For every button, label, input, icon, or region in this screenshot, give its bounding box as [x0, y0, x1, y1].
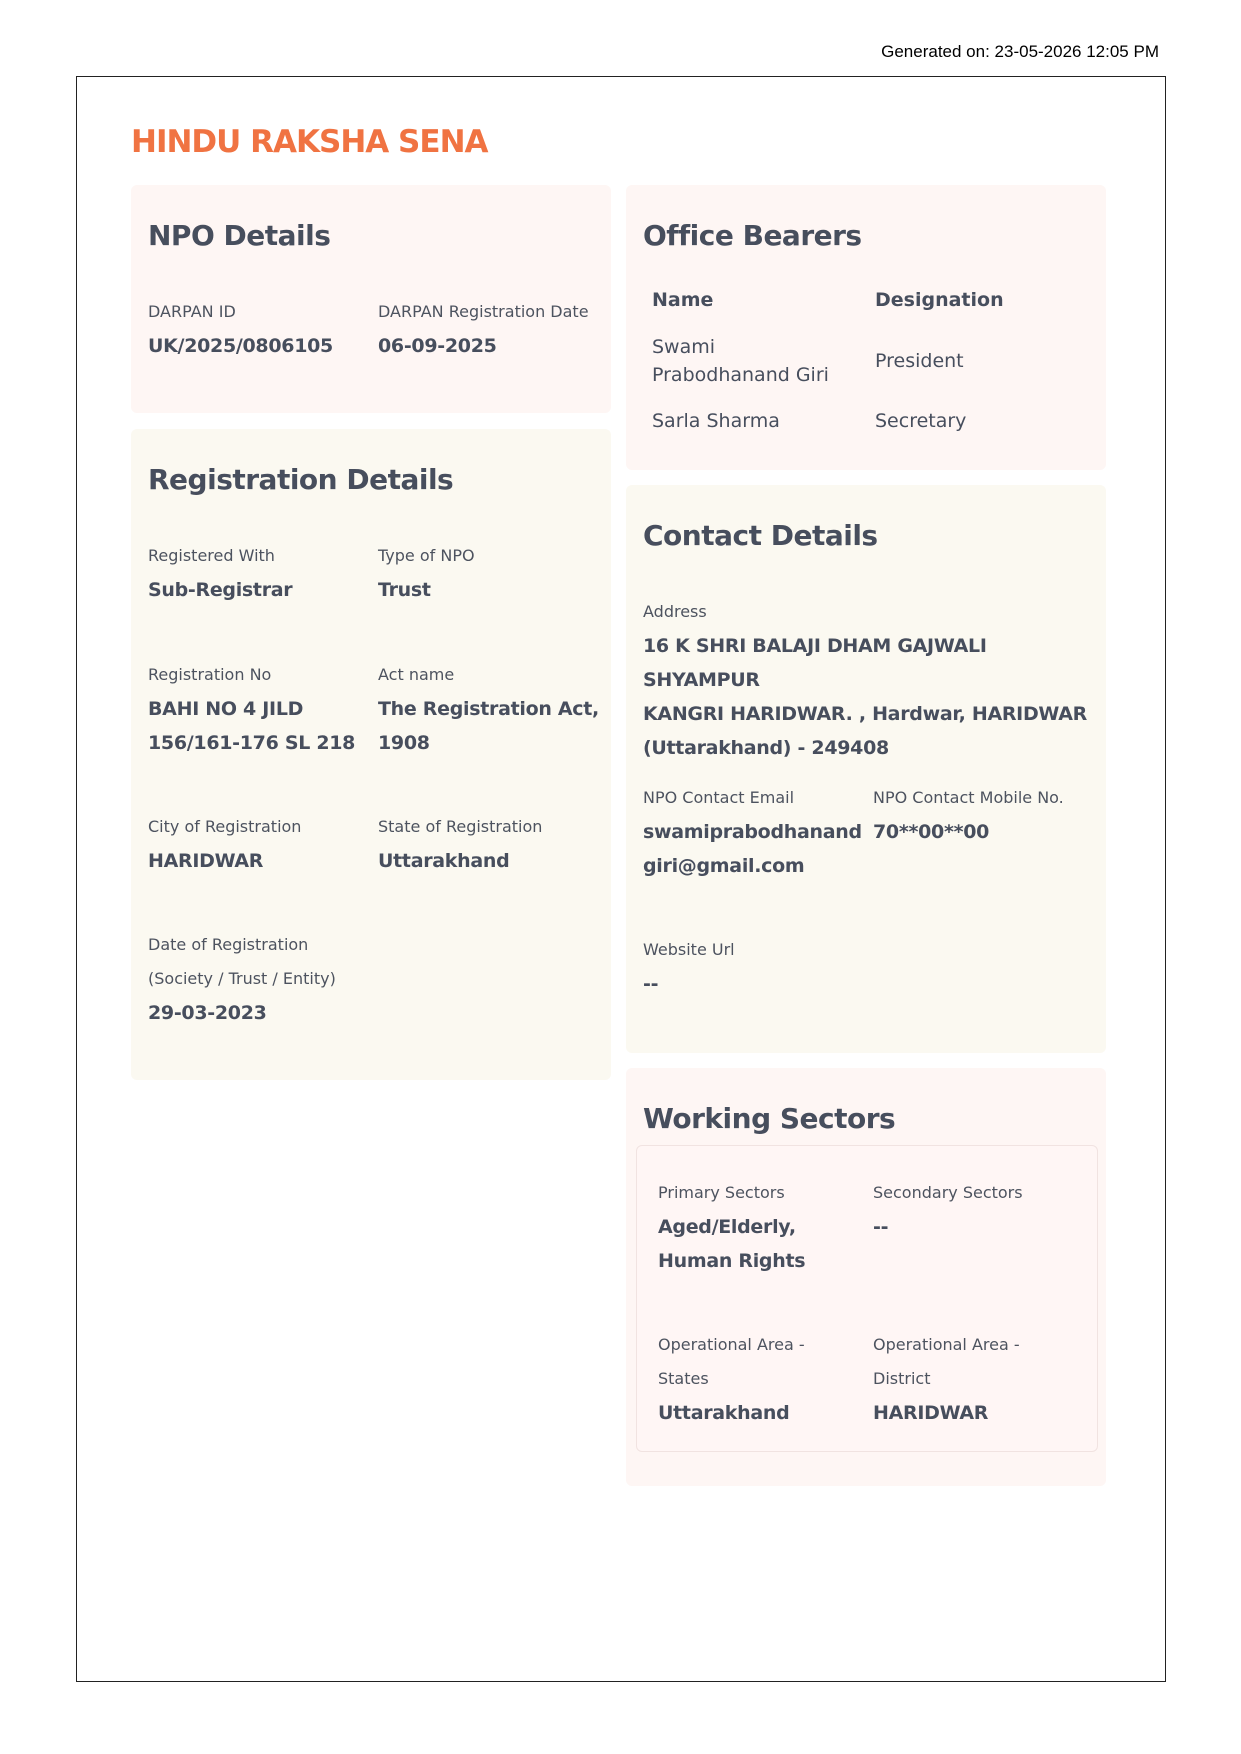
darpan-id-value: UK/2025/0806105 [148, 335, 333, 357]
darpan-reg-date-field [378, 295, 589, 363]
operational-district-field [873, 1328, 1020, 1430]
date-of-registration-field [148, 928, 336, 1030]
registered-with-field [148, 539, 292, 607]
office-bearers-title: Office Bearers [643, 219, 862, 252]
bearer-designation-1: President [875, 350, 964, 372]
darpan-id-field [148, 295, 333, 363]
registered-with-label: Registered With [148, 546, 275, 565]
act-name-value-line2: 1908 [378, 732, 430, 754]
registered-with-value: Sub-Registrar [148, 579, 293, 601]
sectors-inner-box [636, 1145, 1098, 1452]
state-of-registration-field [378, 810, 542, 878]
contact-email-field [643, 781, 862, 883]
act-name-label: Act name [378, 665, 455, 684]
npo-details-title: NPO Details [148, 219, 331, 252]
date-of-registration-label-line2: (Society / Trust / Entity) [148, 969, 336, 988]
primary-sectors-field [658, 1176, 805, 1278]
state-of-registration-value: Uttarakhand [378, 850, 510, 872]
primary-sectors-value-line2: Human Rights [658, 1250, 806, 1272]
generated-timestamp: Generated on: 23-05-2026 12:05 PM [881, 42, 1159, 61]
working-sectors-card [626, 1068, 1106, 1486]
operational-district-label-line2: District [873, 1369, 931, 1388]
address-value-line1: 16 K SHRI BALAJI DHAM GAJWALI SHYAMPUR [643, 635, 987, 691]
act-name-field [378, 658, 599, 760]
operational-district-label-line1: Operational Area - [873, 1335, 1020, 1354]
npo-type-value: Trust [378, 579, 431, 601]
website-label: Website Url [643, 940, 735, 959]
primary-sectors-label: Primary Sectors [658, 1183, 785, 1202]
darpan-reg-date-label: DARPAN Registration Date [378, 302, 589, 321]
state-of-registration-label: State of Registration [378, 817, 543, 836]
contact-email-value-line2[interactable]: giri@gmail.com [643, 855, 805, 877]
operational-states-value: Uttarakhand [658, 1402, 790, 1424]
darpan-reg-date-value: 06-09-2025 [378, 335, 497, 357]
operational-states-label-line2: States [658, 1369, 709, 1388]
bearer-name-1-line2: Prabodhanand Giri [652, 364, 829, 386]
address-value-line3: (Uttarakhand) - 249408 [643, 737, 889, 759]
website-field [643, 933, 735, 1001]
website-value: -- [643, 973, 659, 995]
registration-details-title: Registration Details [148, 463, 454, 496]
bearer-name-2: Sarla Sharma [652, 410, 780, 432]
npo-type-label: Type of NPO [378, 546, 475, 565]
contact-mobile-label: NPO Contact Mobile No. [873, 788, 1064, 807]
address-label: Address [643, 602, 707, 621]
address-value-line2: KANGRI HARIDWAR. , Hardwar, HARIDWAR [643, 703, 1087, 725]
darpan-id-label: DARPAN ID [148, 302, 236, 321]
bearer-designation-header: Designation [875, 289, 1004, 311]
secondary-sectors-value: -- [873, 1216, 889, 1238]
npo-details-card [131, 185, 611, 413]
operational-states-label-line1: Operational Area - [658, 1335, 805, 1354]
contact-email-value-line1[interactable]: swamiprabodhanand [643, 821, 862, 843]
operational-district-value: HARIDWAR [873, 1402, 989, 1424]
contact-mobile-value: 70**00**00 [873, 821, 990, 843]
working-sectors-title: Working Sectors [643, 1102, 896, 1135]
org-name: HINDU RAKSHA SENA [131, 124, 488, 160]
bearer-name-1-line1: Swami [652, 336, 716, 358]
bearer-name-1 [652, 333, 829, 389]
bearer-name-header: Name [652, 289, 714, 311]
date-of-registration-label-line1: Date of Registration [148, 935, 309, 954]
address-field [643, 595, 1106, 765]
npo-type-field [378, 539, 475, 607]
registration-details-card [131, 429, 611, 1080]
registration-no-value-line1: BAHI NO 4 JILD [148, 698, 304, 720]
secondary-sectors-field [873, 1176, 1023, 1244]
city-of-registration-value: HARIDWAR [148, 850, 264, 872]
office-bearers-card [626, 185, 1106, 470]
registration-no-field [148, 658, 355, 760]
city-of-registration-label: City of Registration [148, 817, 302, 836]
secondary-sectors-label: Secondary Sectors [873, 1183, 1023, 1202]
registration-no-value-line2: 156/161-176 SL 218 [148, 732, 356, 754]
contact-details-card [626, 485, 1106, 1053]
act-name-value-line1: The Registration Act, [378, 698, 599, 720]
bearer-designation-2: Secretary [875, 410, 967, 432]
date-of-registration-value: 29-03-2023 [148, 1002, 267, 1024]
operational-states-field [658, 1328, 805, 1430]
contact-mobile-field [873, 781, 1064, 849]
contact-email-label: NPO Contact Email [643, 788, 795, 807]
contact-details-title: Contact Details [643, 519, 878, 552]
city-of-registration-field [148, 810, 301, 878]
primary-sectors-value-line1: Aged/Elderly, [658, 1216, 796, 1238]
registration-no-label: Registration No [148, 665, 272, 684]
